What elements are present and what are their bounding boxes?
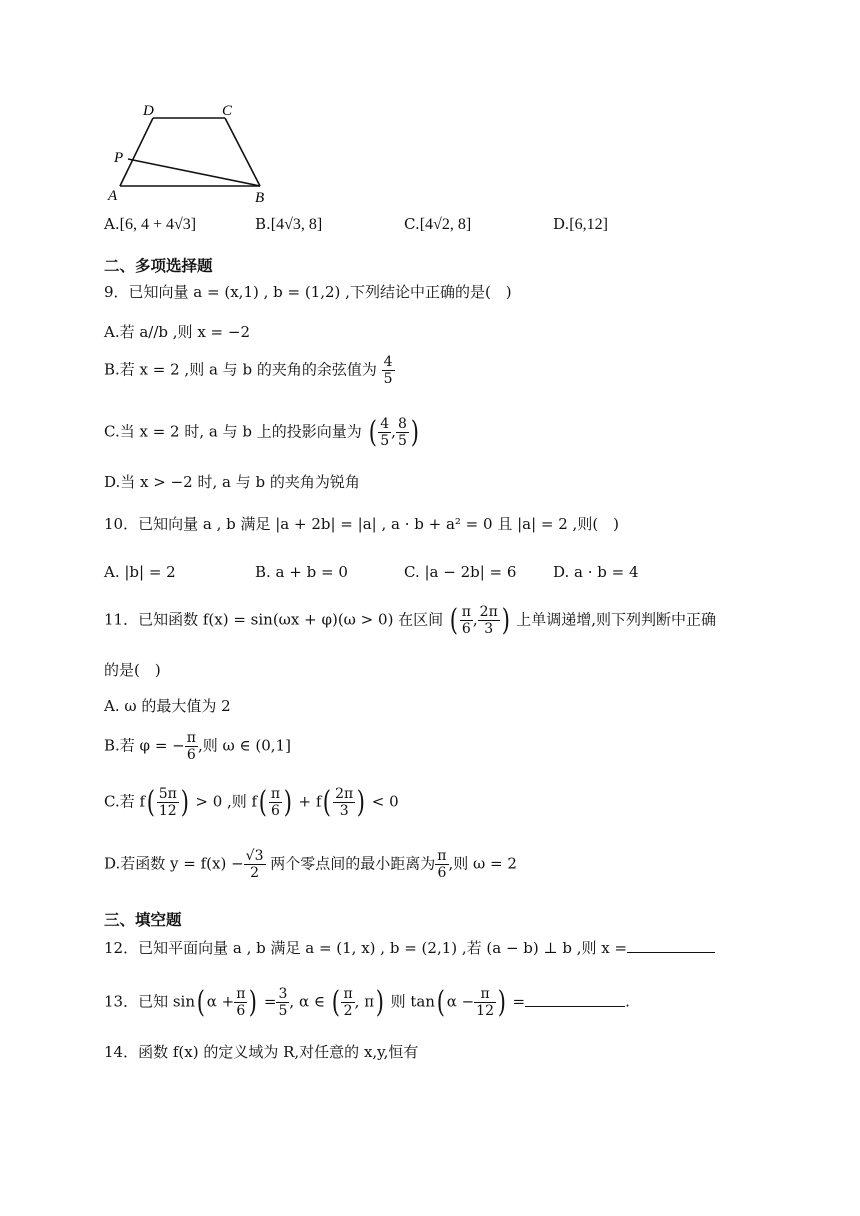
section-title-multiple-choice: 二、多项选择题 [104,257,213,275]
option-text: ,则 ω ∈ (0,1] [197,736,291,755]
numerator: π [186,730,196,746]
fraction [234,986,247,1019]
paren-close: ) [501,602,510,638]
paren-open: ( [196,984,205,1020]
denominator: 6 [186,747,196,763]
numerator: √3 [245,848,264,864]
fraction [382,354,395,387]
numerator: 4 [380,416,390,432]
stem-text: 12．已知平面向量 a , b 满足 a = (1, x) , b = (2,1) ,若 (a − b) ⊥ b ,则 x = [104,939,628,957]
q8-option-c[interactable] [404,214,471,235]
option-text: B.若 x = 2 ,则 a 与 b 的夹角的余弦值为 [104,360,377,379]
denominator: 3 [484,621,494,637]
denominator: 6 [461,621,471,637]
stem-text: . [625,992,630,1011]
paren-open: ( [323,784,332,820]
q8-option-b[interactable] [255,214,322,235]
paren-open: ( [449,602,458,638]
fraction [378,416,391,449]
option-text: C.当 x = 2 时, a 与 b 上的投影向量为 [104,422,362,441]
stem-text: 上单调递增,则下列判断中正确 [516,610,717,629]
option-text: + f [298,792,322,811]
q8-option-d[interactable] [553,214,608,235]
paren-close: ) [180,784,189,820]
label-a: A [108,188,118,204]
q9-option-d[interactable]: D.当 x > −2 时, a 与 b 的夹角为锐角 [104,473,360,491]
q9-option-b[interactable] [104,354,395,387]
q11-option-b[interactable] [104,730,291,763]
numerator: 8 [397,416,407,432]
option-letter: B. [255,215,271,233]
q13-stem [104,986,630,1019]
numerator: 2π [479,604,498,620]
fraction [474,986,496,1019]
numerator: π [474,986,496,1003]
option-expr: [4√2, 8] [419,216,472,233]
stem-text: 则 tan [390,992,435,1011]
option-text: D.若函数 y = f(x) − [104,854,244,873]
paren-close: ) [357,784,366,820]
fraction [460,604,473,637]
stem-text: α + [206,992,235,1011]
stem-text: = [263,992,277,1011]
q12-stem [104,938,715,958]
stem-text: α − [446,992,475,1011]
q10-option-a[interactable]: A. |b| = 2 [104,563,176,581]
numerator: 5π [158,786,177,802]
q10-option-d[interactable]: D. a · b = 4 [553,563,639,581]
denominator: 3 [339,803,349,819]
paren-open: ( [436,984,445,1020]
q9-option-a[interactable]: A.若 a//b ,则 x = −2 [104,323,251,341]
q8-option-a[interactable] [104,214,196,235]
q10-option-c[interactable]: C. |a − 2b| = 6 [404,563,517,581]
paren-open: ( [331,984,340,1020]
option-text: < 0 [371,792,399,811]
option-expr: [6, 4 + 4√3] [119,216,197,233]
q11-option-c[interactable] [104,786,399,819]
fraction [341,986,354,1019]
fraction [333,786,355,819]
q10-option-b[interactable]: B. a + b = 0 [255,563,348,581]
numerator: π [343,986,353,1002]
paren-close: ) [249,984,258,1020]
q10-stem: 10．已知向量 a , b 满足 |a + 2b| = |a| , a · b + a² = 0 且 |a| = 2 ,则( ) [104,515,620,533]
stem-text: 13．已知 sin [104,992,196,1011]
numerator: 3 [278,986,288,1002]
denominator: 2 [343,1003,353,1019]
fraction [478,604,500,637]
denominator: 6 [236,1003,246,1019]
paren-close: ) [410,414,419,450]
option-text: B.若 φ = − [104,736,185,755]
denominator: 6 [270,803,280,819]
denominator: 5 [383,371,393,387]
numerator: π [270,786,281,802]
q11-stem: 11．已知函数 f(x) = sin(ωx + φ)(ω > 0) 在区间 ( $\frac{\pi}{6}$ , $\frac{2\pi}{3}$ ) 上单调递增,则下列判断中正确 [104,602,717,638]
option-text: 两个零点间的最小距离为 [270,854,436,873]
label-b: B [255,190,265,206]
stem-text: , π [354,992,375,1011]
paren-close: ) [375,984,385,1020]
denominator: 12 [476,1003,494,1019]
fraction [185,730,198,763]
fraction [269,786,282,819]
numerator: π [437,848,447,864]
option-text: ,则 ω = 2 [448,854,517,873]
edge-cb [225,118,260,186]
paren-close: ) [497,984,506,1020]
option-text: > 0 ,则 f [195,792,258,811]
q11-stem-cont: 的是( ) [104,661,161,679]
q11-option-d[interactable] [104,848,517,881]
numerator: 4 [383,354,393,370]
q14-stem: 14．函数 f(x) 的定义域为 R,对任意的 x,y,恒有 [104,1043,419,1061]
numerator: π [461,604,471,620]
denominator: 2 [250,865,260,881]
label-c: C [222,103,233,119]
fraction [396,416,409,449]
option-text: C.若 f [104,792,146,811]
answer-blank[interactable] [627,938,715,953]
option-letter: A. [104,215,120,233]
paren-open: ( [258,784,268,820]
label-d: D [143,103,154,119]
fraction [435,848,448,881]
fraction [276,986,289,1019]
option-expr: [4√3, 8] [270,216,323,233]
option-letter: C. [404,215,420,233]
numerator: π [236,986,246,1002]
stem-text: 11．已知函数 f(x) = sin(ωx + φ)(ω > 0) 在区间 [104,610,444,629]
option-letter: D. [553,215,570,233]
edge-da [120,118,153,186]
label-p: P [114,150,124,166]
answer-blank[interactable] [525,992,625,1007]
q9-option-c[interactable]: C.当 x = 2 时, a 与 b 上的投影向量为 ( $\frac{4}{5}$ , $\frac{8}{5}$ ) [104,414,419,450]
stem-text: = [512,992,526,1011]
stem-text: , α ∈ [289,992,325,1011]
option-expr: [6,12] [569,216,608,233]
fraction [244,848,266,881]
paren-open: ( [368,414,377,450]
paren-close: ) [283,784,292,820]
denominator: 5 [278,1003,288,1019]
section-title-fill-in: 三、填空题 [104,911,182,929]
denominator: 6 [437,865,447,881]
q9-stem: 9．已知向量 a = (x,1) , b = (1,2) ,下列结论中正确的是( ) [104,283,512,301]
denominator: 5 [397,433,407,449]
fraction [157,786,179,819]
trapezoid-figure [100,98,280,208]
denominator: 5 [380,433,390,449]
denominator: 12 [158,803,177,819]
q11-option-a[interactable]: A. ω 的最大值为 2 [104,697,231,715]
numerator: 2π [335,786,354,802]
paren-open: ( [146,784,155,820]
segment-pb [128,159,260,186]
